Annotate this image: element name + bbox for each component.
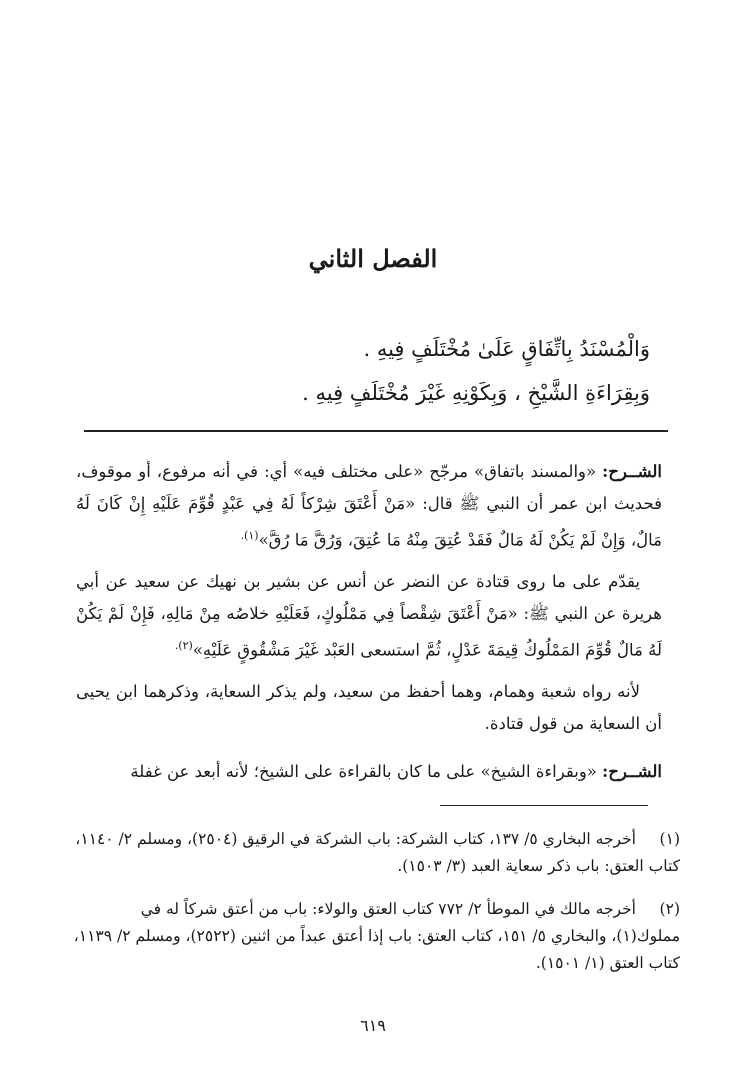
commentary-label: الشــرح: [602,462,662,481]
section-divider [84,430,668,432]
matn-line-2: وَبِقِرَاءَةِ الشَّيْخِ ، وَبِكَوْنِهِ غَيْرَ مُخْتَلَفٍ فِيهِ . [302,381,650,405]
footnote-2 [70,896,680,977]
footnote-ref: (١). [240,529,259,542]
commentary-paragraph-1 [76,456,662,557]
commentary-text: «وبقراءة الشيخ» على ما كان بالقراءة على الشيخ؛ لأنه أبعد عن غفلة [130,762,597,781]
commentary-text: «والمسند باتفاق» مرجّح «على مختلف فيه» أي: في أنه مرفوع، أو موقوف، فحديث ابن عمر أن النبي ﷺ قال: «مَنْ أَعْتَقَ شِرْكاً لَهُ فِي عَبْدٍ قُوِّمَ عَلَيْهِ إِنْ كَانَ لَهُ مَالٌ، وَإِنْ لَمْ يَكُنْ لَهُ مَالٌ فَقَدْ عُتِقَ مِنْهُ مَا عُتِقَ، وَرُقَّ مَا رُقَّ» [76,462,662,550]
footnote-number: (١) [659,830,680,848]
footnote-number: (٢) [659,900,680,918]
footnote-divider [440,805,648,806]
commentary-paragraph-3 [76,676,662,740]
page-number: ٦١٩ [360,1016,386,1035]
commentary-paragraph-4 [76,756,662,788]
footnote-ref: (٢). [174,639,193,652]
footnote-text: أخرجه البخاري ٥/ ١٣٧، كتاب الشركة: باب الشركة في الرقيق (٢٥٠٤)، ومسلم ٢/ ١١٤٠، كتاب العتق: باب ذكر سعاية العبد (٣/ ١٥٠٣). [75,830,680,875]
footnote-text: أخرجه مالك في الموطأ ٢/ ٧٧٢ كتاب العتق والولاء: باب من أعتق شركاً له في مملوك(١)، والبخاري ٥/ ١٥١، كتاب العتق: باب إذا أعتق عبداً من اثنين (٢٥٢٢)، ومسلم ٢/ ١١٣٩، كتاب العتق (١/ ١٥٠١). [73,900,680,972]
commentary-text: يقدّم على ما روى قتادة عن النضر عن أنس عن بشير بن نهيك عن سعيد عن أبي هريرة عن النبي ﷺ: «مَنْ أَعْتَقَ شِقْصاً فِي مَمْلُوكٍ، فَعَلَيْهِ خلاصُه مِنْ مَالِهِ، فَإِنْ لَمْ يَكُنْ لَهُ مَالٌ قُوِّمَ المَمْلُوكُ قِيمَةَ عَدْلٍ، ثُمَّ استسعى العَبْد غَيْرَ مَشْقُوقٍ عَلَيْهِ» [76,572,662,660]
commentary-paragraph-2 [76,566,662,667]
commentary-text: لأنه رواه شعبة وهمام، وهما أحفظ من سعيد، ولم يذكر السعاية، وذكرهما ابن يحيى أن السعاية من قول قتادة. [76,682,662,733]
commentary-label: الشــرح: [602,762,662,781]
matn-line-1: وَالْمُسْنَدُ بِاتِّفَاقٍ عَلَىٰ مُخْتَلَفٍ فِيهِ . [363,337,650,361]
footnote-1 [70,826,680,880]
chapter-title: الفصل الثاني [308,244,438,273]
